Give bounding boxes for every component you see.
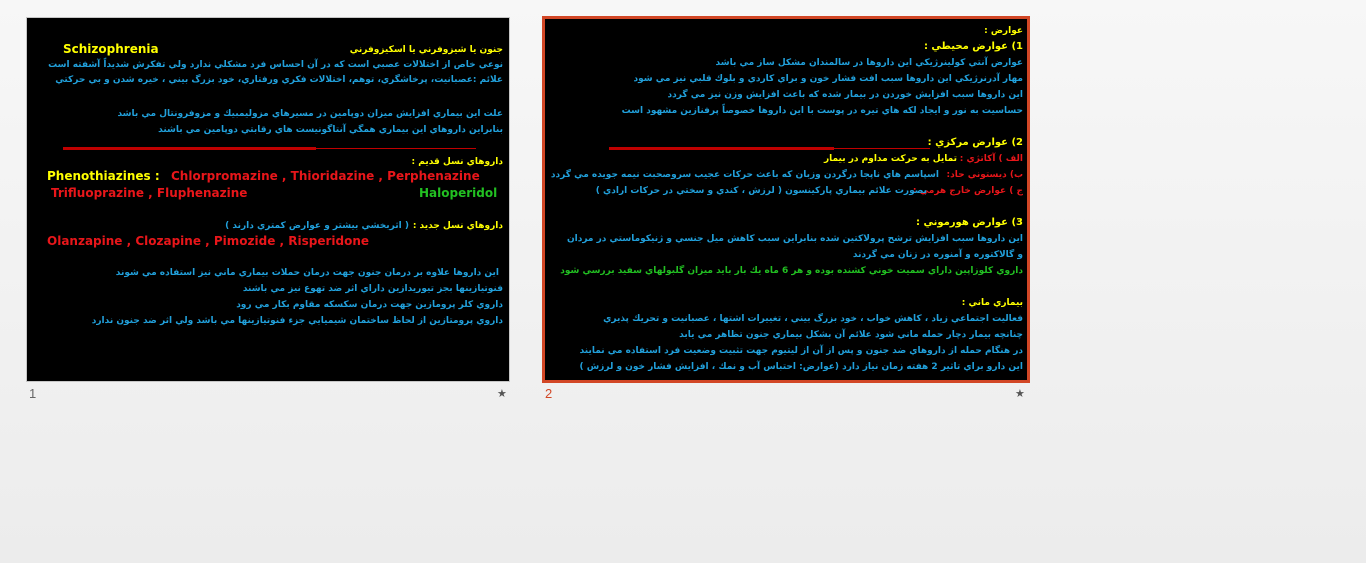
text-line: نوعي خاص از اختلالات عصبي است كه در آن احساس فرد مشكلي ندارد ولي تفكرش شديداً آشفته است <box>48 60 503 70</box>
animation-star-icon[interactable]: ★ <box>1015 387 1025 400</box>
item-c-text: بصورت علائم بيماري پاركينسون ( لرزش ، كندي و سختي در حركات ارادي ) <box>595 186 927 196</box>
clozapine-warning: داروي كلوزاپين داراي سميت خوني كشنده بوده و هر 6 ماه يك بار بايد ميزان گلبولهاي سفيد بررسي شود <box>560 266 1023 276</box>
section-4-heading: بيماري ماني : <box>961 298 1023 308</box>
text-line: اين داروها سبب افزايش ترشح پرولاكتين شده بنابراين سبب كاهش ميل جنسي و ژنيكوماستي در مردان <box>566 234 1023 244</box>
phenothiazines-label: Phenothiazines : <box>47 169 160 183</box>
text-line: بنابراين داروهاي اين بيماري همگي آنتاگونيست هاي رقابتي دوپامين مي باشند <box>158 125 503 135</box>
text-line: حساسيت به نور و ايجاد لكه هاي تيره در پوست با اين داروها خصوصاً پرفنازين مشهود است <box>621 106 1023 116</box>
slide-title-en: Schizophrenia <box>63 42 159 56</box>
text-line: عوارض آنتي كولينرژيكي اين داروها در سالمندان مشكل ساز مي باشد <box>715 58 1023 68</box>
item-a-label: الف ) آكاتژي : <box>959 154 1023 164</box>
slide-heading: عوارض : <box>984 26 1023 36</box>
section-2-heading: 2) عوارض مركزي : <box>927 137 1023 148</box>
item-b-label: ب) ديستوني حاد: <box>946 170 1023 180</box>
old-generation-heading: داروهاي نسل قديم : <box>411 157 503 167</box>
section-3-heading: 3) عوارض هورموني : <box>915 217 1023 228</box>
text-line: فنوتيازينها بجز تيوريدازين داراي اثر ضد تهوع نيز مي باشند <box>242 284 503 294</box>
new-generation-note: ( اثربخشي بيشتر و عوارض كمتري دارند ) <box>225 221 409 231</box>
text-line: چنانچه بيمار دچار حمله ماني شود علائم آن بشكل بيماري جنون تظاهر مي يابد <box>679 330 1023 340</box>
divider-line-thin <box>834 148 930 149</box>
text-line: و گالاكتوره و آمنوره در زنان مي گردند <box>852 250 1023 260</box>
divider-line <box>609 147 834 150</box>
slide-content <box>545 19 1027 380</box>
haloperidol-label: Haloperidol <box>419 186 498 200</box>
text-line: داروي پرومتازين از لحاظ ساختمان شيميايي جزء فنوتيازينها مي باشد ولي اثر ضد جنون ندارد <box>91 316 503 326</box>
item-b-text: اسپاسم هاي ناپجا درگردن وزبان كه باعث حركات عجيب سروصحبت نيمه جويده مي گردد <box>550 170 939 180</box>
text-line: اين داروها سبب افزايش خوردن در بيمار شده كه باعث افزايش وزن نيز مي گردد <box>667 90 1023 100</box>
text-line: علت اين بيماري افزايش ميزان دوپامين در مسيرهاي مزوليمبيك و مزوفرونتال مي باشد <box>117 109 503 119</box>
slide-thumbnail-2[interactable] <box>542 16 1030 383</box>
new-generation-drugs: Olanzapine , Clozapine , Pimozide , Risperidone <box>47 234 370 248</box>
item-c-label: ج ) عوارض خارج هرمي : <box>912 186 1023 196</box>
slide-number-2: 2 <box>545 386 553 401</box>
text-line: مهار آدرنرژيكي اين داروها سبب افت فشار خون و براي كاردي و بلوك قلبي نيز مي شود <box>633 74 1023 84</box>
phenothiazines-drugs-2: Trifluoprazine , Fluphenazine <box>51 186 248 200</box>
slide-number-1: 1 <box>29 386 37 401</box>
divider-line-thin <box>316 148 476 149</box>
section-1-heading: 1) عوارض محيطي : <box>923 41 1023 52</box>
text-line: علائم :عصبانيت، پرخاشگري، توهم، اختلالات فكري ورفتاري، خود بزرگ بيني ، خيره شدن و بي حركتي <box>55 75 503 85</box>
divider-line <box>63 147 316 150</box>
text-line: اين دارو براي تاثير 2 هفته زمان نياز دارد (عوارض: احتباس آب و نمك ، افزايش فشار خون و لرزش ) <box>579 362 1023 372</box>
new-generation-heading: داروهاي نسل جديد : <box>412 221 503 231</box>
slide-title-fa: جنون يا شيزوفرني يا اسكيزوفرني <box>349 45 503 55</box>
slide-content <box>27 18 509 381</box>
item-a-text: تمايل به حركت مداوم در بيمار <box>823 154 957 164</box>
text-line: فعاليت اجتماعي زياد ، كاهش خواب ، خود بزرگ بيني ، تغييرات اشتها ، عصبانيت و تحريك پذيري <box>603 314 1023 324</box>
text-line: داروي كلر پرومازين جهت درمان سكسكه مقاوم بكار مي رود <box>236 300 503 310</box>
phenothiazines-drugs-1: Chlorpromazine , Thioridazine , Perphenazine <box>171 169 480 183</box>
slide-thumbnail-1[interactable] <box>26 17 510 382</box>
text-line: در هنگام حمله از داروهاي ضد جنون و پس از آن از ليتيوم جهت تثبيت وضعيت فرد استفاده مي نمايند <box>579 346 1023 356</box>
animation-star-icon[interactable]: ★ <box>497 387 507 400</box>
text-line: اين داروها علاوه بر درمان جنون جهت درمان حملات بيماري ماني نيز استفاده مي شوند <box>115 268 499 278</box>
